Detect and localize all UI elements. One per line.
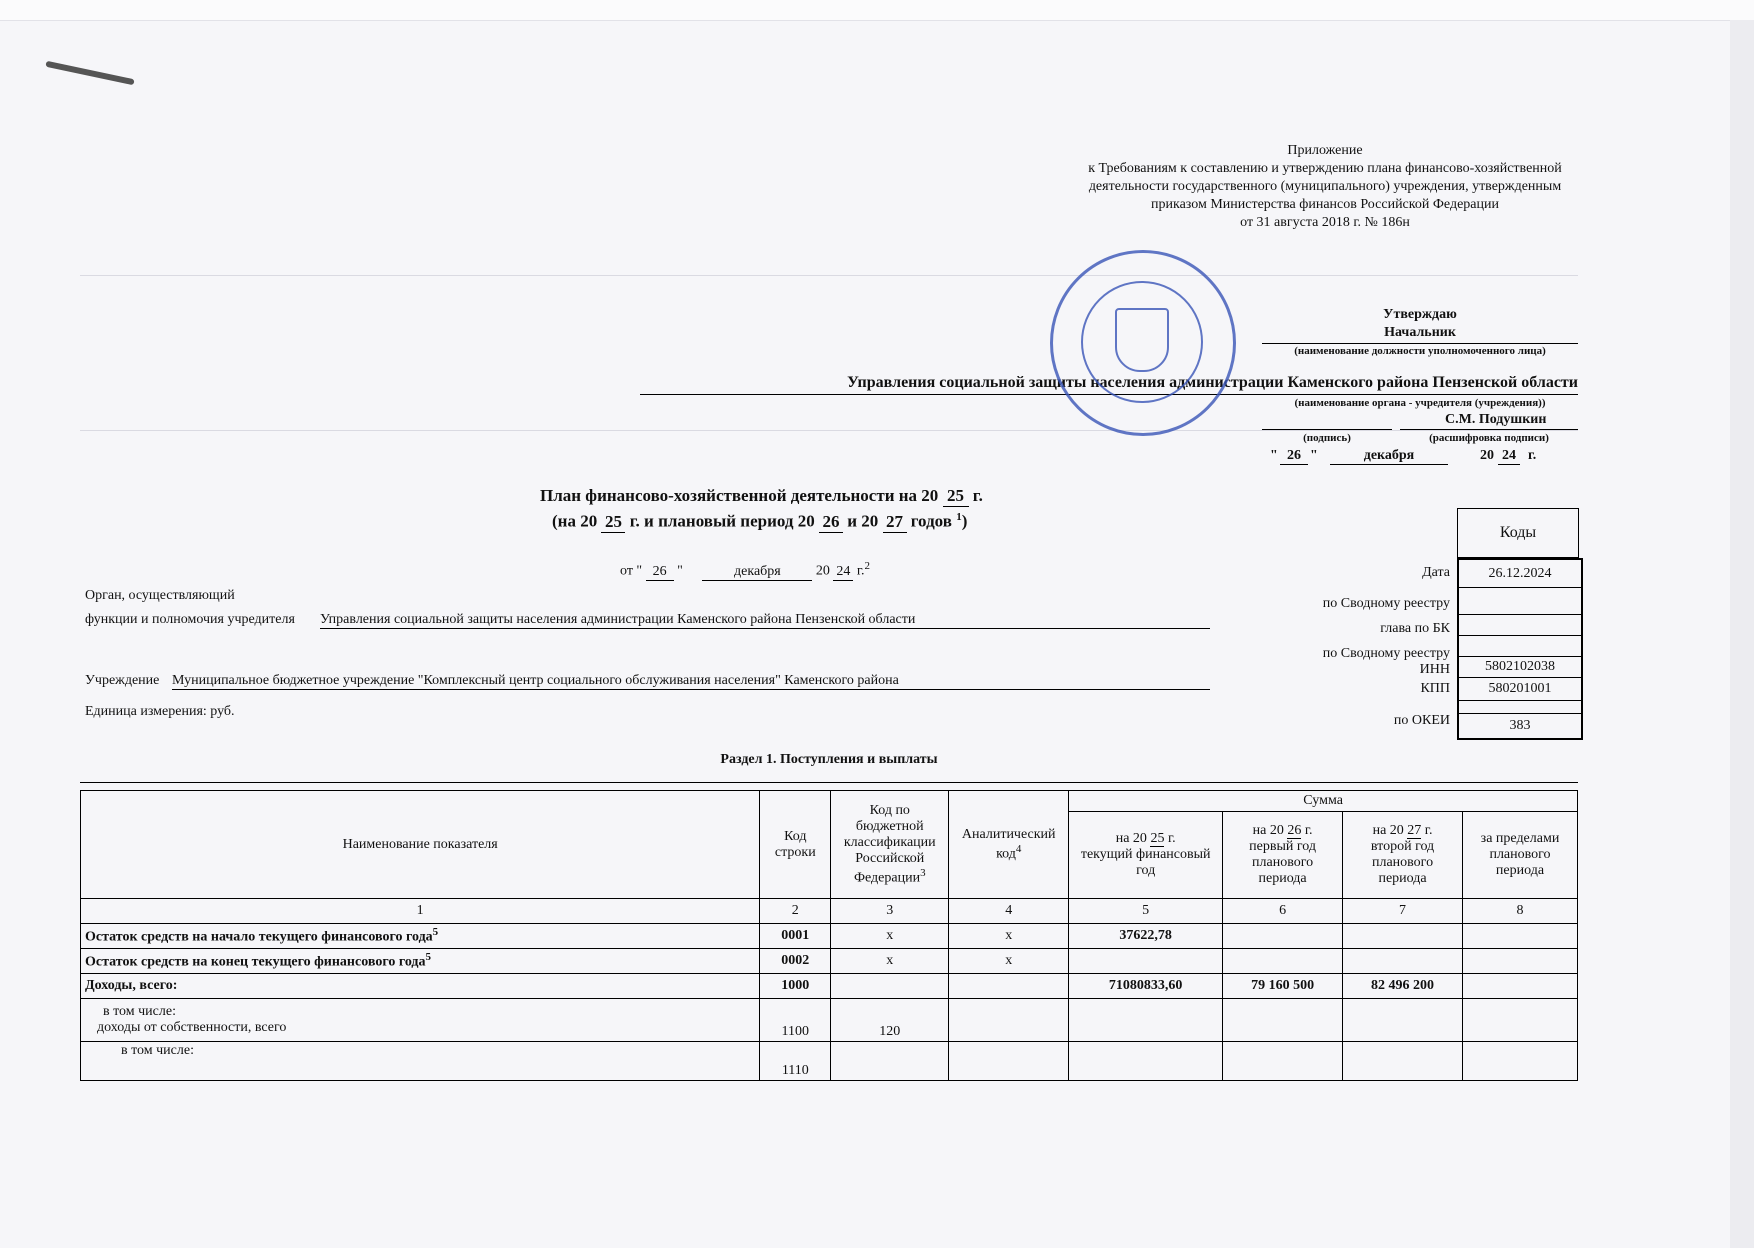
table-row [81, 974, 1578, 999]
org-caption: (наименование органа - учредителя (учреждения)) [1294, 397, 1546, 409]
row-bk [831, 974, 949, 999]
row-an: x [949, 924, 1069, 949]
approve-date-month: декабря [1330, 448, 1448, 465]
row-sum4 [1463, 1042, 1578, 1081]
approve-date-day: 26 [1280, 448, 1308, 465]
row-code: 1000 [760, 974, 831, 999]
row-sum4 [1463, 999, 1578, 1042]
appendix-block [1030, 142, 1620, 232]
plan-date-day: 26 [646, 564, 674, 581]
col-y3-c: второй год планового периода [1370, 839, 1435, 886]
plan-sub-year: 25 [601, 512, 625, 533]
row-code: 0001 [760, 924, 831, 949]
plan-title-prefix: План финансово-хозяйственной деятельности на 20 [540, 486, 939, 505]
row-sum1 [1069, 999, 1223, 1042]
row-sum2 [1223, 949, 1343, 974]
col-bk-header [831, 791, 949, 899]
col-y3-header [1343, 812, 1463, 899]
row-bk [831, 1042, 949, 1081]
row-an [949, 974, 1069, 999]
row-sum1: 71080833,60 [1069, 974, 1223, 999]
code-inn: 5802102038 [1459, 657, 1581, 678]
coat-of-arms-icon [1115, 308, 1169, 372]
approve-org: Управления социальной защиты населения администрации Каменского района Пензенской области [847, 374, 1578, 391]
row-code: 1100 [760, 999, 831, 1042]
row-sum3 [1343, 924, 1463, 949]
approve-date-open: " [1270, 448, 1278, 463]
col-y2-year: 26 [1287, 823, 1302, 838]
column-number-row [81, 899, 1578, 924]
appendix-line: приказом Министерства финансов Российской Федерации [1151, 197, 1499, 212]
code-bk [1459, 615, 1581, 636]
receipts-payments-table [80, 790, 1578, 1081]
col-y2-a: на 20 [1252, 823, 1284, 838]
plan-date [620, 560, 960, 581]
position-underline [1262, 343, 1578, 344]
code-okei: 383 [1509, 718, 1531, 733]
code-registry2 [1459, 636, 1581, 657]
row-bk: x [831, 924, 949, 949]
founder-label1: Орган, осуществляющий [85, 588, 235, 603]
plan-sub-and: и 20 [847, 511, 879, 531]
plan-sub-end: годов [910, 511, 952, 531]
codes-label-date: Дата [1422, 565, 1450, 580]
row-name [81, 949, 760, 974]
col-y1-c: текущий финансовый год [1080, 847, 1211, 878]
row-code: 0002 [760, 949, 831, 974]
row-name-text: в том числе: [121, 1043, 194, 1058]
approve-position: Начальник [1384, 325, 1456, 340]
approve-date-suffix: г. [1528, 448, 1537, 463]
row-sum3 [1343, 999, 1463, 1042]
col-num: 2 [760, 899, 831, 924]
plan-title [540, 486, 1000, 507]
row-name-text: в том числе: [103, 1004, 176, 1019]
col-y3-a: на 20 [1372, 823, 1404, 838]
row-sum1 [1069, 949, 1223, 974]
col-y1-a: на 20 [1115, 831, 1147, 846]
ghost-line [80, 275, 1578, 276]
row-sum3 [1343, 949, 1463, 974]
table-row [81, 1042, 1578, 1081]
codes-label-registry: по Сводному реестру [1322, 596, 1450, 611]
ghost-line [80, 430, 1578, 431]
col-num: 7 [1343, 899, 1463, 924]
plan-date-month: декабря [702, 564, 812, 581]
col-sum-header: Сумма [1069, 791, 1578, 812]
col-y1-year: 25 [1150, 831, 1165, 846]
col-y1-b: г. [1167, 831, 1176, 846]
plan-sub-note: 1 [956, 511, 962, 523]
row-sum1 [1069, 1042, 1223, 1081]
appendix-line: деятельности государственного (муниципального) учреждения, утвержденным [1088, 179, 1562, 194]
row-sum4 [1463, 924, 1578, 949]
row-name: Доходы, всего: [81, 974, 760, 999]
row-note: 5 [425, 951, 432, 964]
row-bk: 120 [831, 999, 949, 1042]
unit-label: Единица измерения: руб. [85, 704, 235, 719]
approve-date-close: " [1310, 448, 1318, 463]
appendix-line: к Требованиям к составлению и утверждению плана финансово-хозяйственной [1088, 161, 1562, 176]
decode-caption: (расшифровка подписи) [1429, 432, 1549, 444]
codes-label-okei: по ОКЕИ [1393, 713, 1450, 728]
code-date: 26.12.2024 [1459, 560, 1581, 588]
section-rule [80, 782, 1578, 783]
row-note: 5 [432, 926, 439, 939]
row-an: x [949, 949, 1069, 974]
plan-date-year: 24 [833, 564, 853, 581]
row-sum4 [1463, 949, 1578, 974]
row-sum3 [1343, 1042, 1463, 1081]
row-sum2 [1223, 924, 1343, 949]
row-name-text2: доходы от собственности, всего [97, 1020, 287, 1035]
appendix-line: от 31 августа 2018 г. № 186н [1240, 215, 1410, 230]
col-an-header [949, 791, 1069, 899]
col-an-note: 4 [1015, 842, 1022, 855]
col-y3-b: г. [1424, 823, 1433, 838]
col-y2-b: г. [1304, 823, 1313, 838]
col-num: 4 [949, 899, 1069, 924]
col-bk-text: Код по бюджетной классификации Российской Федерации [843, 802, 936, 886]
sign-underline [1262, 429, 1392, 430]
decode-underline [1400, 429, 1578, 430]
col-num: 6 [1223, 899, 1343, 924]
section-title: Раздел 1. Поступления и выплаты [720, 752, 938, 767]
code-empty [1459, 701, 1581, 714]
plan-date-from: от " [620, 563, 643, 579]
row-sum1: 37622,78 [1069, 924, 1223, 949]
col-num: 8 [1463, 899, 1578, 924]
col-code-header: Код строки [760, 791, 831, 899]
plan-subtitle: (на 20 25 г. и плановый период 20 26 и 20 27 годов $^1$) [552, 511, 968, 531]
col-y2-c: первый год планового периода [1249, 839, 1316, 886]
row-sum3: 82 496 200 [1343, 974, 1463, 999]
plan-date-suffix: г. [856, 563, 865, 579]
table-row [81, 949, 1578, 974]
col-name-header: Наименование показателя [81, 791, 760, 899]
code-kpp: 580201001 [1459, 678, 1581, 701]
plan-date-year-prefix: 20 [815, 563, 830, 579]
plan-sub-prefix: (на 20 [552, 511, 598, 531]
row-an [949, 1042, 1069, 1081]
row-name [81, 1042, 760, 1081]
official-stamp [1050, 250, 1236, 436]
plan-date-note: 2 [864, 560, 871, 572]
plan-title-year: 25 [943, 486, 969, 507]
col-beyond-header: за пределами планового периода [1463, 812, 1578, 899]
codes-box [1457, 558, 1583, 740]
plan-sub-year2: 26 [819, 512, 843, 533]
row-name [81, 924, 760, 949]
founder-label2: функции и полномочия учредителя [85, 612, 295, 627]
paper-right-edge [1730, 20, 1754, 1248]
row-code: 1110 [760, 1042, 831, 1081]
plan-title-suffix: г. [972, 486, 983, 505]
col-y2-header [1223, 812, 1343, 899]
row-name [81, 999, 760, 1042]
row-bk: x [831, 949, 949, 974]
codes-label-bk: глава по БК [1380, 621, 1450, 636]
codes-label-inn: ИНН [1419, 662, 1450, 677]
founder-value: Управления социальной защиты населения администрации Каменского района Пензенской области [320, 612, 1210, 629]
row-an [949, 999, 1069, 1042]
sign-caption: (подпись) [1303, 432, 1351, 444]
institution-label: Учреждение [85, 673, 160, 688]
col-num: 5 [1069, 899, 1223, 924]
codes-label-kpp: КПП [1420, 681, 1450, 696]
appendix-title: Приложение [1287, 143, 1363, 158]
row-name-text: Остаток средств на начало текущего финансового года [85, 929, 433, 945]
approve-date-year-prefix: 20 [1480, 448, 1494, 463]
plan-sub-mid: г. и плановый период 20 [629, 511, 815, 531]
institution-value: Муниципальное бюджетное учреждение "Комплексный центр социального обслуживания населения" Каменского района [172, 673, 1210, 690]
position-caption: (наименование должности уполномоченного лица) [1294, 345, 1546, 357]
table-header-row [81, 791, 1578, 812]
row-sum2 [1223, 999, 1343, 1042]
paper-top-edge [0, 0, 1754, 21]
row-sum2: 79 160 500 [1223, 974, 1343, 999]
plan-date-q: " [677, 563, 683, 579]
col-bk-note: 3 [920, 866, 926, 879]
col-y1-header [1069, 812, 1223, 899]
col-num: 1 [81, 899, 760, 924]
approve-date-year: 24 [1498, 448, 1520, 465]
codes-label-registry2: по Сводному реестру [1322, 646, 1450, 661]
row-sum2 [1223, 1042, 1343, 1081]
codes-header: Коды [1457, 508, 1579, 558]
code-registry [1459, 588, 1581, 615]
plan-sub-year3: 27 [883, 512, 907, 533]
row-name-text: Остаток средств на конец текущего финансового года [85, 954, 426, 970]
table-row [81, 924, 1578, 949]
approve-title: Утверждаю [1383, 307, 1457, 322]
col-an-text: Аналитический код [961, 826, 1056, 862]
row-sum4 [1463, 974, 1578, 999]
col-y3-year: 27 [1407, 823, 1422, 838]
col-num: 3 [831, 899, 949, 924]
staple [45, 61, 134, 86]
signer-name: С.М. Подушкин [1445, 412, 1547, 427]
table-row [81, 999, 1578, 1042]
